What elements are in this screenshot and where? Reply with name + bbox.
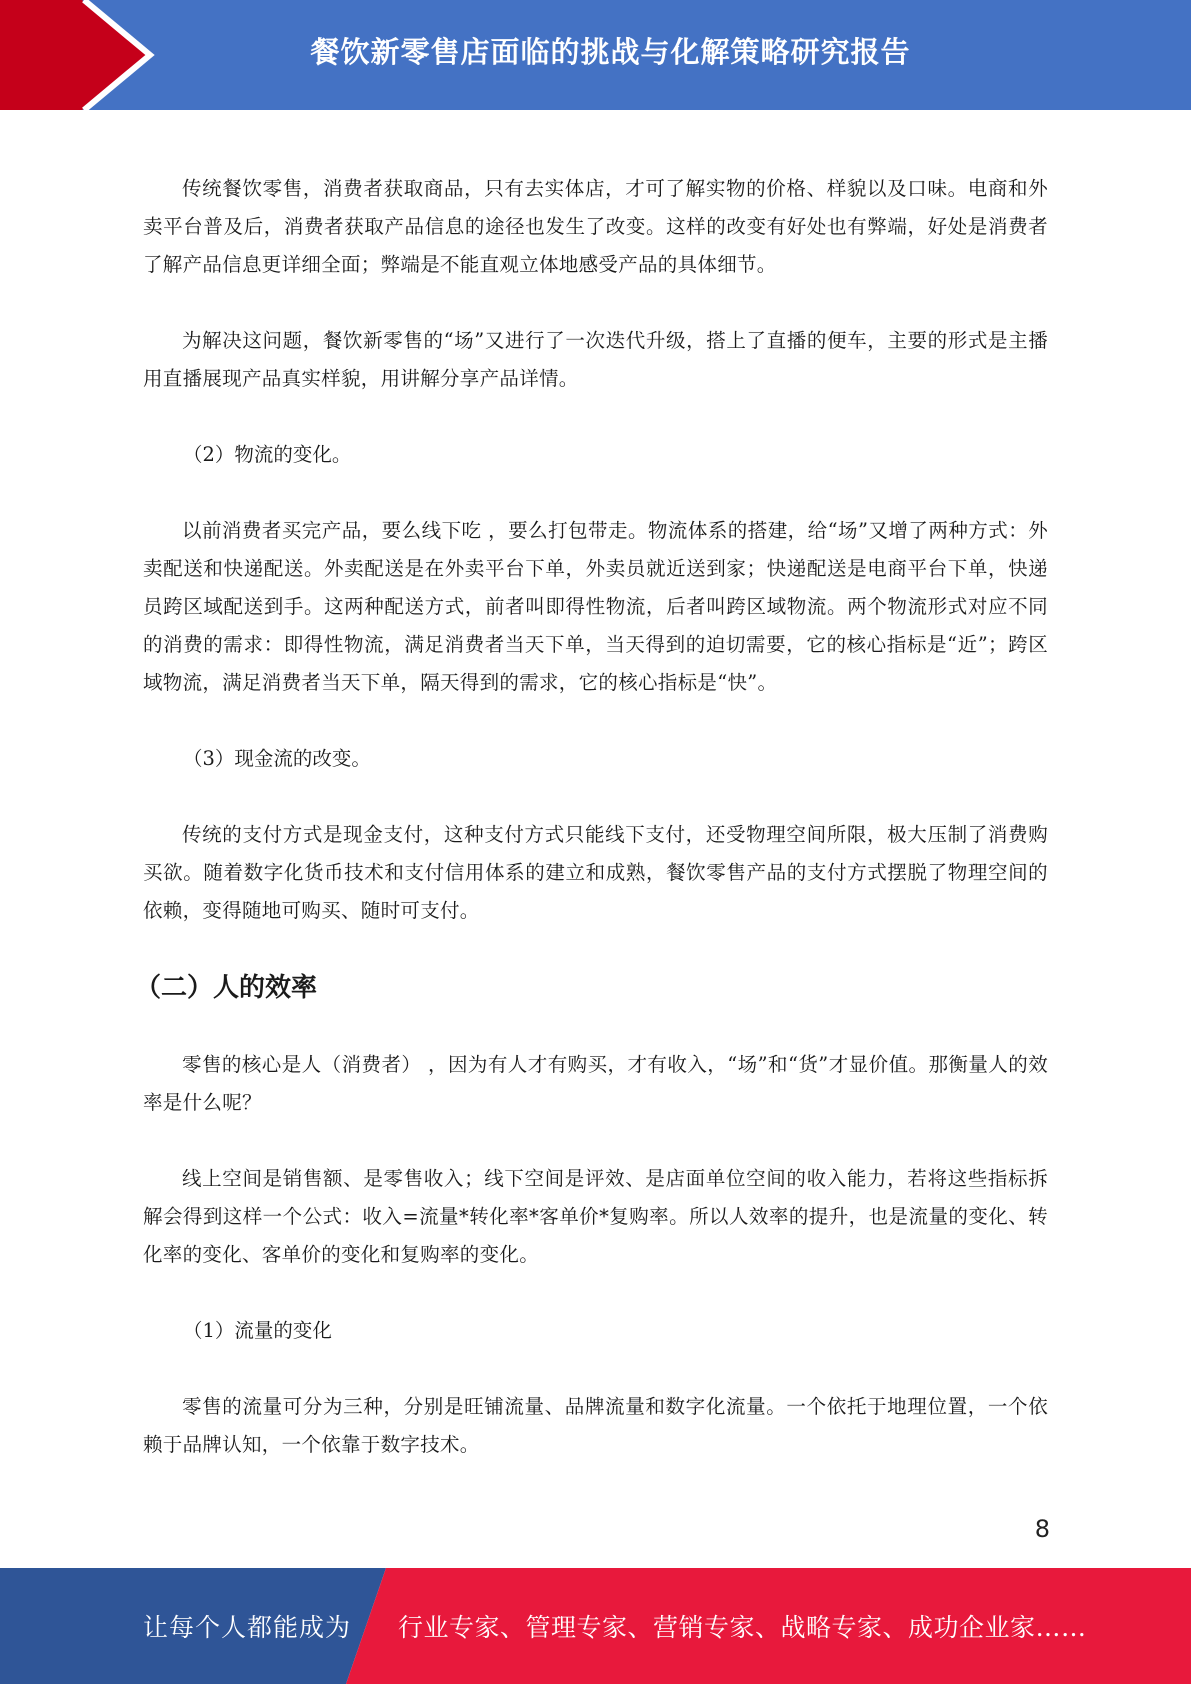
page-number: 8 (1034, 1515, 1050, 1543)
paragraph-formula: 线上空间是销售额、是零售收入；线下空间是评效、是店面单位空间的收入能力，若将这些指标拆解会得到这样一个公式：收入=流量*转化率*客单价*复购率。所以人效率的提升，也是流量的变化、转化率的变化、客单价的变化和复购率的变化。 (143, 1167, 1048, 1266)
page-header (0, 0, 1191, 110)
subheading-traffic: （1）流量的变化 (183, 1319, 332, 1342)
red-arrow-logo-icon (0, 0, 160, 110)
document-body (135, 170, 1048, 1502)
section-heading-people-efficiency: （二）人的效率 (135, 973, 318, 1003)
page-footer (0, 1568, 1191, 1684)
paragraph-livestream: 为解决这问题，餐饮新零售的“场”又进行了一次迭代升级，搭上了直播的便车，主要的形式是主播用直播展现产品真实样貌，用讲解分享产品详情。 (143, 329, 1048, 390)
subheading-logistics: （2）物流的变化。 (183, 443, 352, 466)
paragraph-traffic-types: 零售的流量可分为三种，分别是旺铺流量、品牌流量和数字化流量。一个依托于地理位置，一个依赖于品牌认知，一个依靠于数字技术。 (143, 1395, 1048, 1456)
footer-slogan-left: 让每个人都能成为 (143, 1613, 352, 1642)
paragraph-logistics: 以前消费者买完产品，要么线下吃 ，要么打包带走。物流体系的搭建，给“场”又增了两种方式：外卖配送和快递配送。外卖配送是在外卖平台下单，外卖员就近送到家；快递配送是电商平台下单，快递员跨区域配送到手。这两种配送方式，前者叫即得性物流，后者叫跨区域物流。两个物流形式对应不同的消费的需求：即得性物流，满足消费者当天下单，当天得到的迫切需要，它的核心指标是“近”；跨区域物流，满足消费者当天下单，隔天得到的需求，它的核心指标是“快”。 (143, 519, 1048, 694)
paragraph-retail-core: 零售的核心是人（消费者） ，因为有人才有购买，才有收入，“场”和“货”才显价值。那衡量人的效率是什么呢？ (143, 1053, 1048, 1114)
footer-slogan-right: 行业专家、管理专家、营销专家、战略专家、成功企业家…… (398, 1613, 1087, 1642)
paragraph-traditional-retail: 传统餐饮零售，消费者获取商品，只有去实体店，才可了解实物的价格、样貌以及口味。电商和外卖平台普及后，消费者获取产品信息的途径也发生了改变。这样的改变有好处也有弊端，好处是消费者了解产品信息更详细全面；弊端是不能直观立体地感受产品的具体细节。 (143, 177, 1048, 276)
subheading-cashflow: （3）现金流的改变。 (183, 747, 371, 770)
paragraph-payment: 传统的支付方式是现金支付，这种支付方式只能线下支付，还受物理空间所限，极大压制了消费购买欲。随着数字化货币技术和支付信用体系的建立和成熟，餐饮零售产品的支付方式摆脱了物理空间的依赖，变得随地可购买、随时可支付。 (143, 823, 1048, 922)
report-title: 餐饮新零售店面临的挑战与化解策略研究报告 (310, 34, 911, 69)
